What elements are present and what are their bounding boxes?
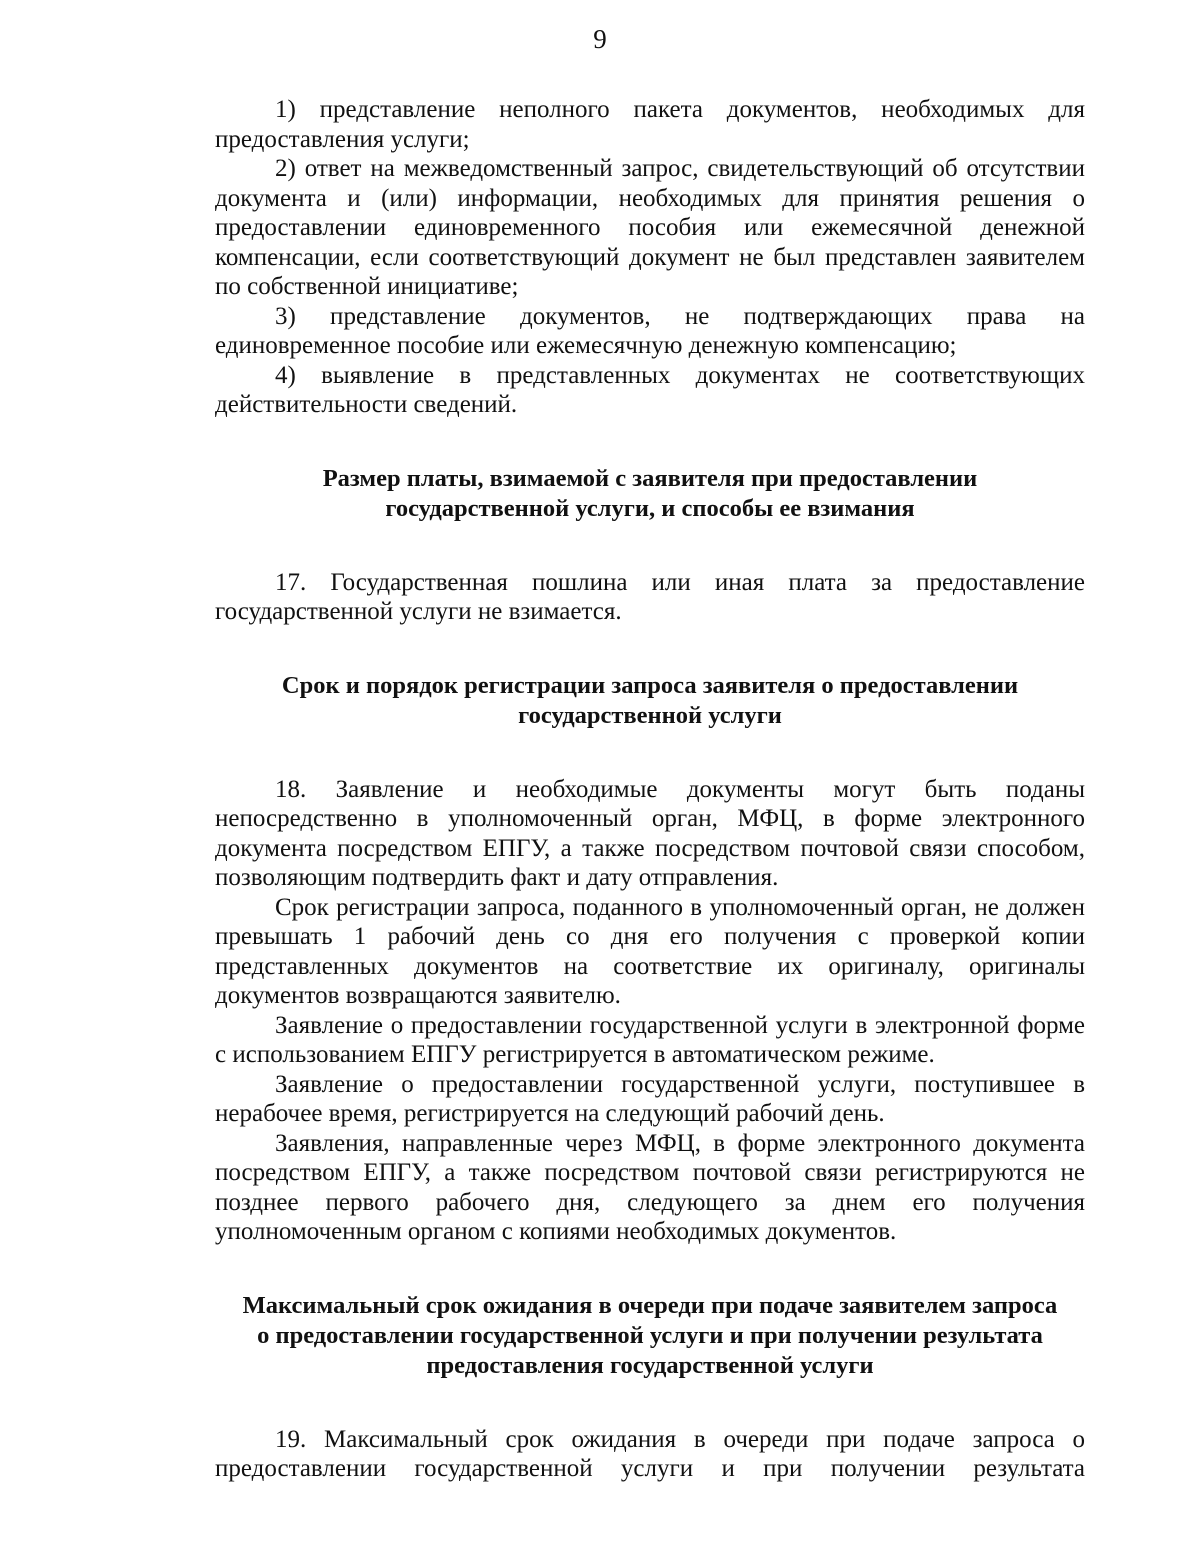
document-body	[215, 95, 1085, 1484]
list-item: 3) представление документов, не подтверждающих права на единовременное пособие или ежемесячную денежную компенсацию;	[215, 302, 1085, 359]
list-item: 1) представление неполного пакета документов, необходимых для предоставления услуги;	[215, 96, 1085, 153]
paragraph: Заявление о предоставлении государственной услуги, поступившее в нерабочее время, регистрируется на следующий рабочий день.	[215, 1070, 1085, 1127]
paragraph-17: 17. Государственная пошлина или иная плата за предоставление государственной услуги не взимается.	[215, 568, 1085, 625]
list-item: 4) выявление в представленных документах не соответствующих действительности сведений.	[215, 361, 1085, 418]
section-heading-queue: Максимальный срок ожидания в очереди при подаче заявителем запроса о предоставлении государственной услуги и при получении результата предоставления государственной услуги	[242, 1291, 1058, 1379]
spacer	[215, 627, 1085, 671]
spacer	[215, 524, 1085, 568]
section-heading-fee: Размер платы, взимаемой с заявителя при предоставлении государственной услуги, и способы ее взимания	[322, 464, 978, 522]
spacer	[215, 731, 1085, 775]
spacer	[215, 420, 1085, 464]
paragraph: Заявления, направленные через МФЦ, в форме электронного документа посредством ЕПГУ, а также посредством почтовой связи регистрируются не позднее первого рабочего дня, следующего за днем его получения уполномоченным органом с копиями необходимых документов.	[215, 1129, 1085, 1245]
paragraph-19: 19. Максимальный срок ожидания в очереди при подаче запроса о предоставлении государственной услуги и при получении результата	[215, 1425, 1085, 1482]
paragraph-18: 18. Заявление и необходимые документы могут быть поданы непосредственно в уполномоченный орган, МФЦ, в форме электронного документа посредством ЕПГУ, а также посредством почтовой связи способом, позволяющим подтвердить факт и дату отправления.	[215, 775, 1085, 891]
spacer	[215, 1381, 1085, 1425]
paragraph: Заявление о предоставлении государственной услуги в электронной форме с использованием ЕПГУ регистрируется в автоматическом режиме.	[215, 1011, 1085, 1068]
paragraph: Срок регистрации запроса, поданного в уполномоченный орган, не должен превышать 1 рабочий день со дня его получения с проверкой копии представленных документов на соответствие их оригиналу, оригиналы документов возвращаются заявителю.	[215, 893, 1085, 1009]
section-heading-registration: Срок и порядок регистрации запроса заявителя о предоставлении государственной услуги	[281, 671, 1019, 729]
page-number: 9	[593, 24, 607, 54]
list-item: 2) ответ на межведомственный запрос, свидетельствующий об отсутствии документа и (или) информации, необходимых для принятия решения о предоставлении единовременного пособия или ежемесячной денежной компенсации, если соответствующий документ не был представлен заявителем по собственной инициативе;	[215, 155, 1085, 300]
spacer	[215, 1247, 1085, 1291]
